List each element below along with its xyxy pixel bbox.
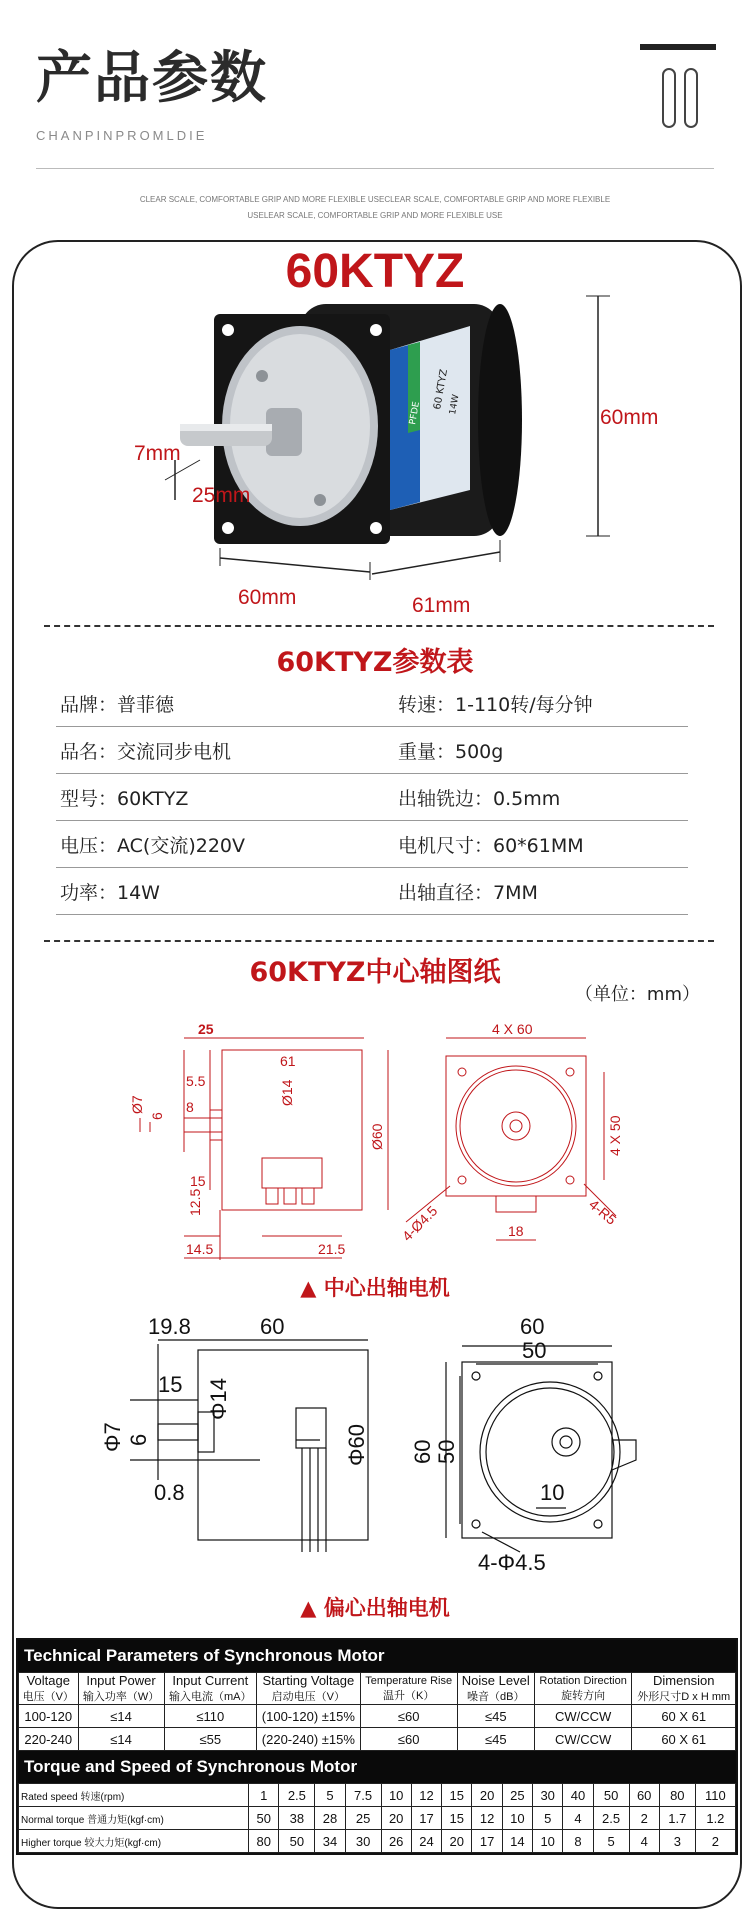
spec-cell: ≤14 <box>78 1705 164 1728</box>
param-cell: 出轴直径：7MM <box>398 882 538 904</box>
spec-header: Input Current 输入电流（mA） <box>164 1673 256 1705</box>
spec-header: Temperature Rise 温升（K） <box>360 1673 457 1705</box>
d2-50a: 50 <box>522 1338 547 1363</box>
torque-cell: 38 <box>279 1807 315 1830</box>
torque-cell: 17 <box>411 1807 441 1830</box>
spec-header: Noise Level 噪音（dB） <box>457 1673 534 1705</box>
torque-row-label: Higher torque 较大力矩(kgf·cm) <box>19 1830 249 1853</box>
d2-4phi4-5: 4-Φ4.5 <box>478 1550 546 1575</box>
torque-cell: 2 <box>695 1830 735 1853</box>
param-cell: 电机尺寸：60*61MM <box>398 835 584 857</box>
d1-8: 8 <box>186 1099 194 1115</box>
torque-cell: 17 <box>472 1830 502 1853</box>
d2-60c: 60 <box>410 1439 435 1464</box>
dim-height: 60mm <box>600 406 659 429</box>
torque-cell: 1.7 <box>659 1807 695 1830</box>
param-row <box>56 680 688 727</box>
torque-cell: 4 <box>629 1830 659 1853</box>
torque-cell: 7.5 <box>345 1784 381 1807</box>
d1-15: 15 <box>190 1173 206 1189</box>
d1-25: 25 <box>198 1021 214 1037</box>
torque-cell: 5 <box>593 1830 629 1853</box>
torque-title: Torque and Speed of Synchronous Motor <box>18 1751 736 1783</box>
torque-cell: 50 <box>249 1807 279 1830</box>
torque-cell: 50 <box>279 1830 315 1853</box>
spec-cell: ≤14 <box>78 1728 164 1751</box>
spec-cell: 220-240 <box>19 1728 79 1751</box>
d1-4x60: 4 X 60 <box>492 1021 533 1037</box>
torque-cell: 10 <box>533 1830 563 1853</box>
d2-10: 10 <box>540 1480 565 1505</box>
param-cell: 转速：1-110转/每分钟 <box>398 694 593 716</box>
motor-photo <box>0 290 750 630</box>
spec-header: Voltage 电压（V） <box>19 1673 79 1705</box>
torque-cell: 10 <box>502 1807 532 1830</box>
param-cell: 重量：500g <box>398 741 504 763</box>
torque-cell: 20 <box>381 1807 411 1830</box>
torque-cell: 10 <box>381 1784 411 1807</box>
d2-phi14: Φ14 <box>206 1377 231 1420</box>
spec-cell: 60 X 61 <box>632 1728 736 1751</box>
spec-cell: ≤45 <box>457 1728 534 1751</box>
torque-cell: 3 <box>659 1830 695 1853</box>
motor-label-power: 14W <box>448 393 462 416</box>
tagline-line-2: USELEAR SCALE, COMFORTABLE GRIP AND MORE FLEXIBLE USE <box>247 211 503 220</box>
motor-label-brand: PFDE <box>408 400 422 426</box>
spec-header: Input Power 输入功率（W） <box>78 1673 164 1705</box>
torque-cell: 24 <box>411 1830 441 1853</box>
d1-phi7: Ø7 <box>129 1095 145 1114</box>
spec-header: Rotation Direction 旋转方向 <box>534 1673 632 1705</box>
d1-6: 6 <box>149 1112 165 1120</box>
torque-cell: 20 <box>472 1784 502 1807</box>
d1-4phi4-5: 4-Ø4.5 <box>398 1202 441 1245</box>
param-cell: 型号：60KTYZ <box>60 788 189 810</box>
torque-cell: 5 <box>533 1807 563 1830</box>
d2-19-8: 19.8 <box>148 1314 191 1339</box>
torque-cell: 8 <box>563 1830 593 1853</box>
torque-row-label: Rated speed 转速(rpm) <box>19 1784 249 1807</box>
motor-label-text: 60 KTYZ <box>432 368 451 411</box>
d1-61: 61 <box>280 1053 296 1069</box>
divider-dashed <box>44 625 714 627</box>
d1-phi60: Ø60 <box>369 1123 385 1150</box>
drawing-section-title: 60KTYZ中心轴图纸 <box>249 957 501 988</box>
torque-cell: 25 <box>502 1784 532 1807</box>
torque-row-label: Normal torque 普通力矩(kgf·cm) <box>19 1807 249 1830</box>
model-title: 60KTYZ <box>285 245 465 298</box>
decor-pill <box>684 68 698 128</box>
torque-cell: 12 <box>411 1784 441 1807</box>
spec-cell: ≤55 <box>164 1728 256 1751</box>
torque-cell: 15 <box>442 1784 472 1807</box>
page-title: 产品参数 <box>36 46 268 111</box>
torque-row <box>19 1807 736 1830</box>
torque-cell: 12 <box>472 1807 502 1830</box>
d1-phi14: Ø14 <box>279 1079 295 1106</box>
spec-cell: ≤60 <box>360 1728 457 1751</box>
spec-cell: (100-120) ±15% <box>257 1705 361 1728</box>
spec-cell: ≤60 <box>360 1705 457 1728</box>
dim-depth: 61mm <box>412 594 471 617</box>
torque-cell: 1.2 <box>695 1807 735 1830</box>
spec-header: Dimension 外形尺寸D x H mm <box>632 1673 736 1705</box>
d2-6: 6 <box>126 1433 151 1446</box>
caption-eccentric-shaft: ▲ 偏心出轴电机 <box>300 1596 450 1620</box>
spec-title: Technical Parameters of Synchronous Motor <box>18 1640 736 1672</box>
dim-shaft-length: 25mm <box>192 484 251 507</box>
spec-cell: CW/CCW <box>534 1705 632 1728</box>
d2-0-8: 0.8 <box>154 1480 185 1505</box>
unit-label: （单位：mm） <box>574 984 700 1005</box>
torque-cell: 80 <box>659 1784 695 1807</box>
tagline-line-1: CLEAR SCALE, COMFORTABLE GRIP AND MORE FLEXIBLE USECLEAR SCALE, COMFORTABLE GRIP AND MORE FLEXIBLE <box>139 195 611 204</box>
torque-cell: 5 <box>315 1784 345 1807</box>
torque-cell: 30 <box>345 1830 381 1853</box>
header-decor-bar <box>640 44 716 50</box>
param-row <box>56 868 688 915</box>
header-divider <box>36 168 714 169</box>
d1-4x50: 4 X 50 <box>607 1115 623 1156</box>
torque-cell: 2 <box>629 1807 659 1830</box>
d2-50b: 50 <box>434 1439 459 1464</box>
spec-parameters-table <box>18 1672 736 1751</box>
drawing-eccentric-shaft <box>0 1300 750 1590</box>
d2-15: 15 <box>158 1372 183 1397</box>
drawing-center-shaft <box>0 1010 750 1260</box>
torque-row <box>19 1830 736 1853</box>
d1-4r5: 4-R5 <box>586 1196 620 1228</box>
torque-cell: 40 <box>563 1784 593 1807</box>
spec-cell: ≤45 <box>457 1705 534 1728</box>
torque-cell: 30 <box>533 1784 563 1807</box>
param-row <box>56 727 688 774</box>
torque-cell: 20 <box>442 1830 472 1853</box>
d1-14-5: 14.5 <box>186 1241 214 1257</box>
d2-phi60: Φ60 <box>344 1423 369 1466</box>
d2-phi7: Φ7 <box>100 1422 125 1452</box>
param-table-title: 60KTYZ参数表 <box>276 647 474 678</box>
spec-header: Starting Voltage 启动电压（V） <box>257 1673 361 1705</box>
d1-5-5: 5.5 <box>186 1073 206 1089</box>
torque-cell: 2.5 <box>593 1807 629 1830</box>
torque-cell: 80 <box>249 1830 279 1853</box>
spec-cell: (220-240) ±15% <box>257 1728 361 1751</box>
torque-row <box>19 1784 736 1807</box>
param-cell: 电压：AC(交流)220V <box>60 835 246 857</box>
torque-cell: 14 <box>502 1830 532 1853</box>
d2-60a: 60 <box>260 1314 285 1339</box>
param-cell: 品牌：普菲德 <box>60 694 175 716</box>
torque-cell: 26 <box>381 1830 411 1853</box>
d1-18: 18 <box>508 1223 524 1239</box>
divider-dashed <box>44 940 714 942</box>
header-decor-pills <box>662 68 698 128</box>
spec-cell: 100-120 <box>19 1705 79 1728</box>
spec-row <box>19 1705 736 1728</box>
torque-cell: 60 <box>629 1784 659 1807</box>
torque-cell: 4 <box>563 1807 593 1830</box>
param-cell: 品名：交流同步电机 <box>60 741 232 763</box>
torque-cell: 15 <box>442 1807 472 1830</box>
d2-60b: 60 <box>520 1314 545 1339</box>
spec-header-row <box>19 1673 736 1705</box>
dim-width: 60mm <box>238 586 297 609</box>
page-subtitle: CHANPINPROMLDIE <box>36 128 208 143</box>
page-header <box>36 34 268 143</box>
torque-table <box>18 1783 736 1853</box>
torque-cell: 50 <box>593 1784 629 1807</box>
d1-21-5: 21.5 <box>318 1241 346 1257</box>
param-table <box>56 680 688 915</box>
torque-cell: 110 <box>695 1784 735 1807</box>
torque-cell: 34 <box>315 1830 345 1853</box>
spec-cell: 60 X 61 <box>632 1705 736 1728</box>
tagline <box>0 192 750 224</box>
dim-shaft-diameter: 7mm <box>134 442 181 465</box>
param-cell: 功率：14W <box>60 882 160 904</box>
torque-cell: 28 <box>315 1807 345 1830</box>
torque-cell: 25 <box>345 1807 381 1830</box>
spec-table <box>16 1638 738 1855</box>
caption-center-shaft: ▲ 中心出轴电机 <box>300 1276 450 1300</box>
param-row <box>56 821 688 868</box>
torque-cell: 1 <box>249 1784 279 1807</box>
d1-12-5: 12.5 <box>187 1188 203 1216</box>
spec-cell: CW/CCW <box>534 1728 632 1751</box>
param-row <box>56 774 688 821</box>
decor-pill <box>662 68 676 128</box>
torque-cell: 2.5 <box>279 1784 315 1807</box>
spec-cell: ≤110 <box>164 1705 256 1728</box>
spec-row <box>19 1728 736 1751</box>
param-cell: 出轴铣边：0.5mm <box>398 788 561 810</box>
